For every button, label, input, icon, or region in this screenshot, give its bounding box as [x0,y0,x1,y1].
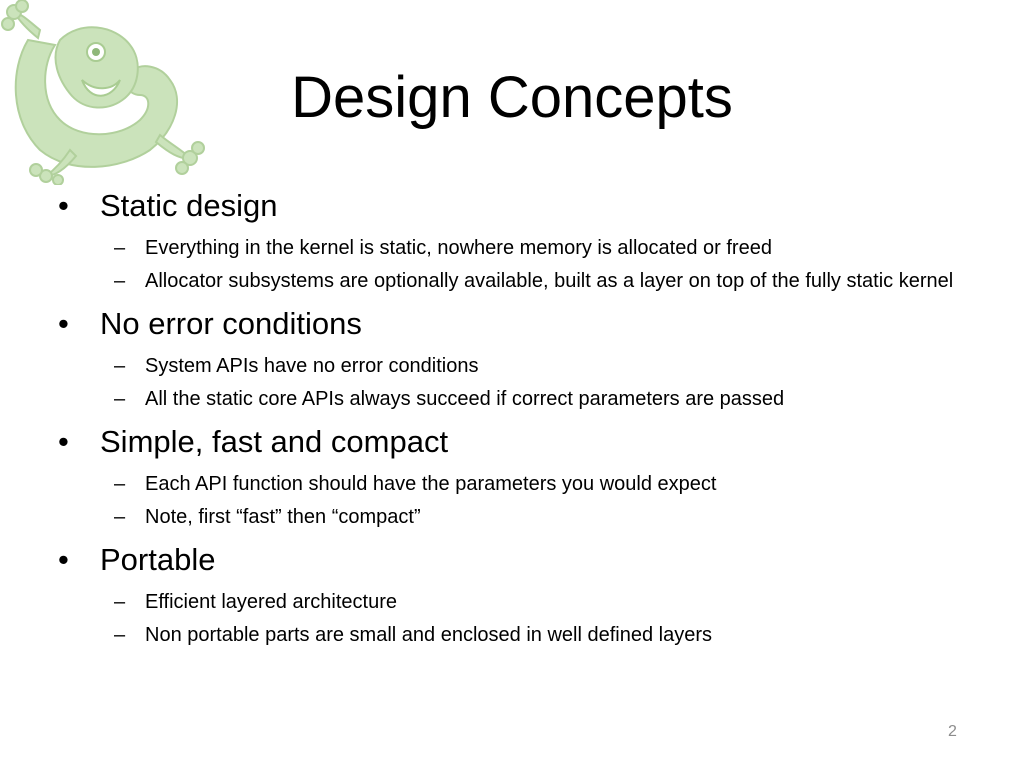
sub-bullet-text: System APIs have no error conditions [145,355,479,377]
sub-bullet-item [58,471,958,497]
dash-icon: – [114,355,126,377]
sub-bullet-list [58,589,958,648]
page-number: 2 [948,723,957,740]
dash-icon: – [114,624,126,646]
dash-icon: – [114,473,126,495]
sub-bullet-text: Efficient layered architecture [145,591,397,613]
dash-icon: – [114,506,126,528]
slide-title: Design Concepts [291,65,733,130]
bullet-icon: • [58,542,69,577]
bullet-item [58,184,958,294]
sub-bullet-text: Allocator subsystems are optionally available, built as a layer on top of the fully static kernel [145,270,954,292]
sub-bullet-text: Each API function should have the parameters you would expect [145,473,717,495]
sub-bullet-item [58,589,958,615]
bullet-list [58,184,958,656]
sub-bullet-list [58,353,958,412]
bullet-item [58,538,958,648]
dash-icon: – [114,270,126,292]
sub-bullet-text: Everything in the kernel is static, nowhere memory is allocated or freed [145,237,772,259]
bullet-icon: • [58,306,69,341]
bullet-heading: Simple, fast and compact [100,424,449,459]
sub-bullet-text: Note, first “fast” then “compact” [145,506,421,528]
dash-icon: – [114,591,126,613]
sub-bullet-item [58,268,958,294]
sub-bullet-item [58,353,958,379]
sub-bullet-text: Non portable parts are small and enclosed in well defined layers [145,624,712,646]
dash-icon: – [114,388,126,410]
sub-bullet-list [58,235,958,294]
bullet-heading: No error conditions [100,306,362,341]
sub-bullet-list [58,471,958,530]
sub-bullet-item [58,235,958,261]
bullet-item [58,302,958,412]
sub-bullet-item [58,622,958,648]
sub-bullet-item [58,504,958,530]
sub-bullet-item [58,386,958,412]
bullet-icon: • [58,188,69,223]
bullet-icon: • [58,424,69,459]
bullet-heading: Static design [100,188,278,223]
sub-bullet-text: All the static core APIs always succeed if correct parameters are passed [145,388,785,410]
bullet-heading: Portable [100,542,216,577]
dash-icon: – [114,237,126,259]
bullet-item [58,420,958,530]
